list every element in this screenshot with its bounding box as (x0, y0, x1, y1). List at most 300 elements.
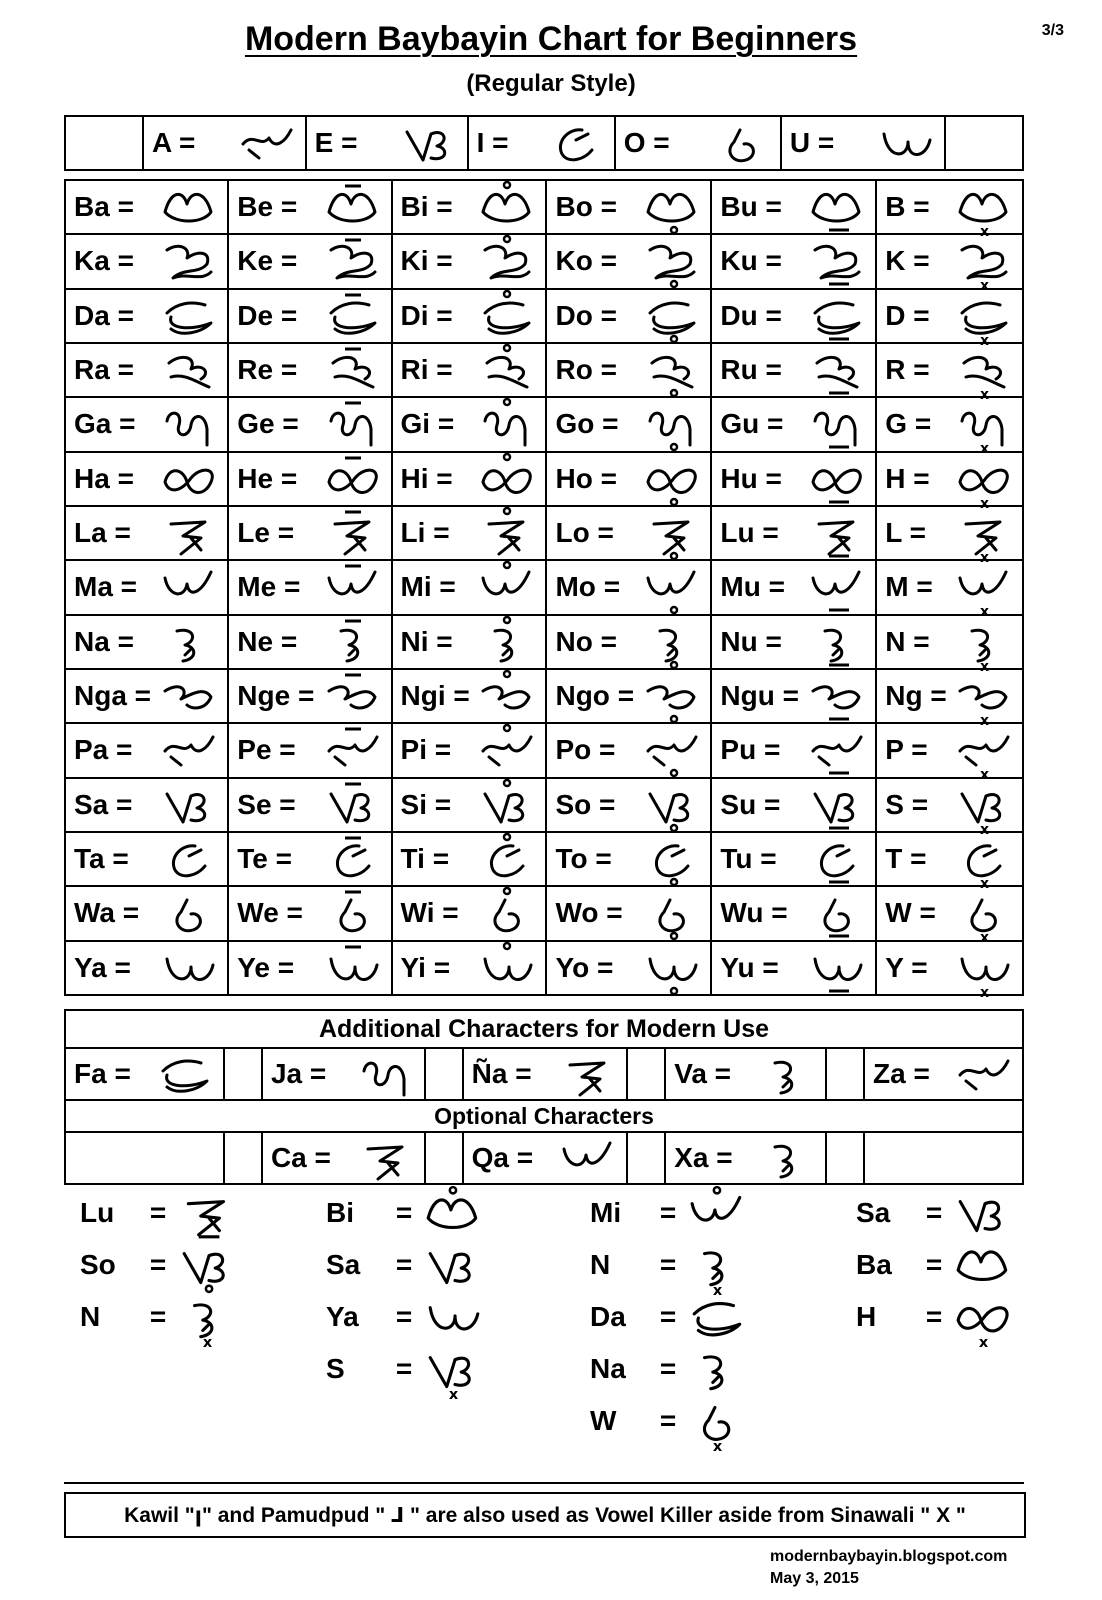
syllable-label: Wo = (555, 897, 623, 929)
baybayin-glyph-icon (644, 184, 702, 230)
syllable-label: Hu = (720, 462, 782, 494)
syllable-label: Ngo = (555, 680, 635, 712)
svg-text:x: x (980, 821, 990, 838)
syllable-label: Ye = (237, 951, 295, 983)
syllable-cell-ta (65, 832, 228, 886)
syllable-label: Go = (555, 408, 619, 440)
syllable-cell-so (546, 778, 711, 832)
syllable-cell-ki (392, 234, 547, 288)
syllable-cell-me (228, 560, 391, 614)
baybayin-glyph-icon (325, 619, 383, 665)
example-entry (326, 1240, 484, 1290)
baybayin-glyph-icon (809, 238, 867, 284)
example-label: Ya (326, 1301, 359, 1332)
syllable-label: Ka = (74, 245, 134, 277)
syllable-cell-gu (711, 397, 876, 451)
modern-header: Additional Characters for Modern Use (65, 1010, 1023, 1048)
syllable-label: Te = (237, 843, 292, 875)
consonant-row (65, 289, 1023, 343)
syllable-cell-ko (546, 234, 711, 288)
baybayin-glyph-icon (956, 401, 1014, 458)
syllable-label: G = (885, 408, 932, 440)
svg-text:x: x (980, 713, 990, 730)
baybayin-glyph-icon (157, 1051, 215, 1097)
syllable-label: Nga = (74, 680, 152, 712)
syllable-label: Su = (720, 788, 781, 820)
syllable-cell-mo (546, 560, 711, 614)
syllable-cell-we (228, 886, 391, 940)
example-label: Sa (856, 1197, 891, 1228)
syllable-cell-wa (65, 886, 228, 940)
baybayin-glyph-icon (479, 564, 537, 610)
consonant-row (65, 669, 1023, 723)
baybayin-glyph-icon (688, 1344, 748, 1394)
equals-sign: = (659, 1197, 677, 1228)
syllable-cell-t (876, 832, 1023, 893)
syllable-label: Ku = (720, 245, 782, 277)
baybayin-glyph-icon (644, 782, 702, 828)
syllable-label: M = (885, 571, 933, 603)
baybayin-glyph-icon (161, 836, 219, 882)
syllable-label: Wu = (720, 897, 788, 929)
syllable-cell-le (228, 506, 391, 560)
example-label: S (326, 1353, 345, 1384)
svg-text:x: x (980, 441, 990, 458)
baybayin-glyph-icon (644, 836, 702, 882)
baybayin-glyph-icon (325, 401, 383, 447)
syllable-label: So = (555, 788, 616, 820)
syllable-label: Ho = (555, 462, 617, 494)
syllable-label: Pe = (237, 734, 296, 766)
svg-text:x: x (980, 767, 990, 784)
baybayin-glyph-icon (325, 564, 383, 610)
syllable-label: Ru = (720, 354, 782, 386)
syllable-label: Du = (720, 299, 782, 331)
baybayin-glyph-icon (401, 120, 459, 166)
svg-text:x: x (980, 876, 990, 893)
syllable-cell-ng (876, 669, 1023, 730)
baybayin-glyph-icon (809, 673, 867, 719)
baybayin-glyph-icon (644, 945, 702, 991)
baybayin-glyph-icon (479, 456, 537, 502)
baybayin-glyph-icon (424, 1240, 484, 1290)
syllable-label: Tu = (720, 843, 777, 875)
syllable-cell-la (65, 506, 228, 560)
baybayin-glyph-icon (479, 782, 537, 828)
svg-text:x: x (980, 604, 990, 621)
syllable-cell-mu (711, 560, 876, 614)
syllable-label: Ng = (885, 680, 947, 712)
syllable-cell-ga (65, 397, 228, 451)
syllable-cell-lo (546, 506, 711, 560)
syllable-cell-pu (711, 723, 876, 777)
syllable-label: K = (885, 245, 930, 277)
syllable-cell-ke (228, 234, 391, 288)
syllable-cell-ngi (392, 669, 547, 723)
baybayin-glyph-icon (325, 347, 383, 393)
example-label: Mi (590, 1197, 622, 1228)
equals-sign: = (149, 1301, 167, 1332)
blank-cell (224, 1132, 262, 1184)
syllable-cell-bi (392, 180, 547, 234)
baybayin-glyph-icon (956, 836, 1014, 893)
example-entry (80, 1188, 238, 1238)
syllable-label: R = (885, 354, 930, 386)
syllable-label: Po = (555, 734, 616, 766)
baybayin-glyph-icon (688, 1292, 748, 1342)
baybayin-glyph-icon (644, 401, 702, 447)
syllable-cell-ngo (546, 669, 711, 723)
syllable-cell-su (711, 778, 876, 832)
syllable-cell-ka (65, 234, 228, 288)
syllable-label: A = (152, 127, 196, 158)
vowel-cell-e (306, 116, 468, 170)
example-label: Ba (856, 1249, 892, 1280)
baybayin-glyph-icon (688, 1240, 748, 1299)
syllable-label: Yi = (400, 951, 451, 983)
syllable-cell-hi (392, 452, 547, 506)
syllable-cell-be (228, 180, 391, 234)
syllable-label: B = (885, 191, 930, 223)
syllable-label: S = (885, 788, 929, 820)
syllable-cell-nge (228, 669, 391, 723)
baybayin-glyph-icon (644, 727, 702, 773)
consonant-row (65, 343, 1023, 397)
baybayin-glyph-icon (424, 1188, 484, 1238)
baybayin-glyph-icon (479, 890, 537, 936)
syllable-label: U = (789, 127, 835, 158)
syllable-label: De = (237, 299, 298, 331)
example-label: N (80, 1301, 101, 1332)
syllable-cell-to (546, 832, 711, 886)
baybayin-glyph-icon (809, 945, 867, 991)
syllable-cell-y (876, 941, 1023, 1001)
example-label: Bi (326, 1197, 354, 1228)
svg-text:x: x (712, 1283, 723, 1299)
example-entry (80, 1240, 238, 1290)
syllable-cell-na (65, 615, 228, 669)
blank-cell (627, 1132, 665, 1184)
baybayin-glyph-icon (325, 782, 383, 828)
baybayin-glyph-icon (325, 238, 383, 284)
svg-text:x: x (980, 930, 990, 947)
svg-text:x: x (978, 1335, 989, 1351)
syllable-label: Sa = (74, 788, 133, 820)
equals-sign: = (395, 1301, 413, 1332)
syllable-cell-pe (228, 723, 391, 777)
baybayin-glyph-icon (161, 564, 219, 610)
baybayin-glyph-icon (956, 1051, 1014, 1097)
syllable-label: Yo = (555, 951, 614, 983)
blank-cell (864, 1132, 1023, 1184)
syllable-cell-si (392, 778, 547, 832)
baybayin-glyph-icon (956, 238, 1014, 295)
syllable-cell-do (546, 289, 711, 343)
modern-cell-2 (463, 1048, 628, 1100)
syllable-cell-yi (392, 941, 547, 995)
baybayin-glyph-icon (325, 890, 383, 936)
syllable-label: Ca = (270, 1142, 331, 1173)
example-entry (856, 1188, 1014, 1238)
syllable-label: Lo = (555, 517, 614, 549)
baybayin-glyph-icon (688, 1188, 748, 1238)
syllable-cell-ba (65, 180, 228, 234)
baybayin-glyph-icon (956, 673, 1014, 730)
baybayin-glyph-icon (560, 1051, 618, 1097)
syllable-label: Ra = (74, 354, 134, 386)
divider (64, 1482, 1024, 1484)
syllable-cell-ru (711, 343, 876, 397)
baybayin-glyph-icon (954, 1188, 1014, 1238)
baybayin-glyph-icon (479, 673, 537, 719)
blank-cell (425, 1132, 463, 1184)
baybayin-glyph-icon (809, 293, 867, 339)
syllable-cell-te (228, 832, 391, 886)
syllable-cell-ti (392, 832, 547, 886)
baybayin-glyph-icon (956, 727, 1014, 784)
syllable-label: Di = (400, 299, 453, 331)
consonant-row (65, 397, 1023, 451)
baybayin-glyph-icon (956, 347, 1014, 404)
baybayin-glyph-icon (325, 184, 383, 230)
syllable-label: Pa = (74, 734, 133, 766)
footer-site: modernbaybayin.blogspot.com (770, 1548, 1008, 1565)
syllable-cell-wu (711, 886, 876, 940)
syllable-cell-ra (65, 343, 228, 397)
syllable-cell-gi (392, 397, 547, 451)
blank-cell (826, 1132, 864, 1184)
syllable-cell-b (876, 180, 1023, 241)
baybayin-glyph-icon (644, 510, 702, 556)
blank-cell (627, 1048, 665, 1100)
example-entry (856, 1292, 1014, 1351)
syllable-label: Ba = (74, 191, 134, 223)
equals-sign: = (659, 1405, 677, 1436)
syllable-cell-du (711, 289, 876, 343)
baybayin-glyph-icon (479, 510, 537, 556)
baybayin-glyph-icon (956, 510, 1014, 567)
baybayin-glyph-icon (956, 456, 1014, 512)
consonant-table (64, 179, 1024, 1001)
baybayin-glyph-icon (178, 1292, 238, 1351)
syllable-label: P = (885, 734, 928, 766)
baybayin-glyph-icon (161, 184, 219, 230)
baybayin-glyph-icon (178, 1188, 238, 1238)
syllable-cell-k (876, 234, 1023, 295)
example-label: So (80, 1249, 116, 1280)
svg-text:x: x (980, 495, 990, 512)
baybayin-glyph-icon (809, 836, 867, 882)
syllable-cell-tu (711, 832, 876, 886)
example-entry (326, 1188, 484, 1238)
syllable-label: Be = (237, 191, 298, 223)
modern-cell-1 (262, 1048, 425, 1100)
syllable-cell-ye (228, 941, 391, 995)
baybayin-glyph-icon (878, 120, 936, 166)
syllable-label: Yu = (720, 951, 779, 983)
syllable-cell-ge (228, 397, 391, 451)
blank-cell (945, 116, 1023, 170)
baybayin-glyph-icon (809, 184, 867, 230)
syllable-label: Ki = (400, 245, 453, 277)
modern-characters-table (64, 1009, 1024, 1185)
svg-text:x: x (980, 984, 990, 1001)
syllable-label: O = (623, 127, 670, 158)
syllable-label: W = (885, 897, 936, 929)
syllable-cell-da (65, 289, 228, 343)
baybayin-glyph-icon (325, 945, 383, 991)
syllable-cell-lu (711, 506, 876, 560)
baybayin-glyph-icon (644, 564, 702, 610)
modern-cell-0 (65, 1048, 224, 1100)
syllable-cell-h (876, 452, 1023, 512)
syllable-label: Wa = (74, 897, 140, 929)
equals-sign: = (925, 1301, 943, 1332)
syllable-label: Nu = (720, 625, 782, 657)
baybayin-glyph-icon (325, 510, 383, 556)
syllable-label: Do = (555, 299, 617, 331)
syllable-cell-hu (711, 452, 876, 506)
syllable-label: Me = (237, 571, 301, 603)
syllable-cell-mi (392, 560, 547, 614)
syllable-cell-ho (546, 452, 711, 506)
syllable-label: Se = (237, 788, 296, 820)
baybayin-glyph-icon (479, 945, 537, 991)
consonant-row (65, 180, 1023, 234)
baybayin-glyph-icon (644, 673, 702, 719)
equals-sign: = (395, 1249, 413, 1280)
baybayin-glyph-icon (178, 1240, 238, 1290)
syllable-label: Qa = (471, 1142, 534, 1173)
syllable-label: Za = (873, 1058, 930, 1089)
consonant-row (65, 560, 1023, 614)
svg-text:x: x (202, 1335, 213, 1351)
syllable-label: Li = (400, 517, 450, 549)
svg-text:x: x (980, 332, 990, 349)
consonant-row (65, 506, 1023, 560)
baybayin-glyph-icon (161, 727, 219, 773)
baybayin-glyph-icon (161, 347, 219, 393)
baybayin-glyph-icon (479, 727, 537, 773)
baybayin-glyph-icon (325, 456, 383, 502)
optional-header: Optional Characters (65, 1100, 1023, 1132)
baybayin-glyph-icon (688, 1396, 748, 1455)
baybayin-glyph-icon (956, 293, 1014, 349)
baybayin-glyph-icon (479, 238, 537, 284)
syllable-cell-bu (711, 180, 876, 234)
consonant-row (65, 452, 1023, 506)
page-title (0, 20, 1102, 59)
syllable-cell-di (392, 289, 547, 343)
footer-date: May 3, 2015 (770, 1570, 859, 1587)
example-entry (590, 1188, 748, 1238)
equals-sign: = (659, 1249, 677, 1280)
baybayin-glyph-icon (956, 945, 1014, 1001)
baybayin-glyph-icon (479, 836, 537, 882)
baybayin-glyph-icon (424, 1344, 484, 1403)
syllable-label: N = (885, 625, 930, 657)
syllable-cell-wi (392, 886, 547, 940)
syllable-label: Gu = (720, 408, 784, 440)
page-subtitle: (Regular Style) (466, 70, 636, 97)
baybayin-glyph-icon (956, 619, 1014, 675)
consonant-row (65, 778, 1023, 832)
baybayin-glyph-icon (560, 1135, 618, 1181)
syllable-label: Ngu = (720, 680, 799, 712)
baybayin-glyph-icon (161, 238, 219, 284)
example-entry (326, 1344, 484, 1403)
syllable-label: Ne = (237, 625, 298, 657)
equals-sign: = (149, 1197, 167, 1228)
syllable-label: Y = (885, 951, 928, 983)
syllable-cell-yu (711, 941, 876, 995)
blank-cell (65, 116, 143, 170)
syllable-label: Ngi = (400, 680, 470, 712)
baybayin-glyph-icon (644, 293, 702, 339)
equals-sign: = (659, 1301, 677, 1332)
syllable-cell-ma (65, 560, 228, 614)
syllable-label: Wi = (400, 897, 459, 929)
baybayin-glyph-icon (809, 456, 867, 502)
syllable-label: Bo = (555, 191, 617, 223)
svg-text:x: x (980, 224, 990, 241)
consonant-row (65, 234, 1023, 288)
title-text: Modern Baybayin Chart for Beginners (244, 20, 858, 58)
syllable-label: Pi = (400, 734, 452, 766)
syllable-cell-sa (65, 778, 228, 832)
baybayin-glyph-icon (956, 782, 1014, 838)
syllable-cell-r (876, 343, 1023, 404)
syllable-label: Ta = (74, 843, 129, 875)
equals-sign: = (149, 1249, 167, 1280)
baybayin-glyph-icon (644, 456, 702, 502)
baybayin-glyph-icon (358, 1135, 416, 1181)
equals-sign: = (395, 1353, 413, 1384)
baybayin-glyph-icon (161, 890, 219, 936)
syllable-cell-li (392, 506, 547, 560)
syllable-cell-ri (392, 343, 547, 397)
blank-cell (425, 1048, 463, 1100)
baybayin-glyph-icon (161, 293, 219, 339)
syllable-cell-bo (546, 180, 711, 234)
baybayin-glyph-icon (424, 1292, 484, 1342)
baybayin-glyph-icon (161, 456, 219, 502)
svg-text:x: x (712, 1439, 723, 1455)
equals-sign: = (925, 1249, 943, 1280)
example-entry (856, 1240, 1014, 1290)
baybayin-glyph-icon (809, 890, 867, 936)
syllable-cell-m (876, 560, 1023, 621)
baybayin-glyph-icon (956, 184, 1014, 241)
baybayin-glyph-icon (479, 293, 537, 339)
svg-text:x: x (980, 278, 990, 295)
syllable-label: Ya = (74, 951, 131, 983)
example-label: Sa (326, 1249, 361, 1280)
baybayin-glyph-icon (956, 890, 1014, 947)
syllable-label: D = (885, 299, 930, 331)
consonant-row (65, 615, 1023, 669)
example-label: Lu (80, 1197, 115, 1228)
baybayin-glyph-icon (325, 293, 383, 339)
syllable-label: Mo = (555, 571, 621, 603)
baybayin-glyph-icon (954, 1240, 1014, 1290)
syllable-cell-ni (392, 615, 547, 669)
consonant-row (65, 886, 1023, 940)
baybayin-glyph-icon (714, 120, 772, 166)
example-label: N (590, 1249, 611, 1280)
syllable-cell-ro (546, 343, 711, 397)
syllable-cell-n (876, 615, 1023, 675)
